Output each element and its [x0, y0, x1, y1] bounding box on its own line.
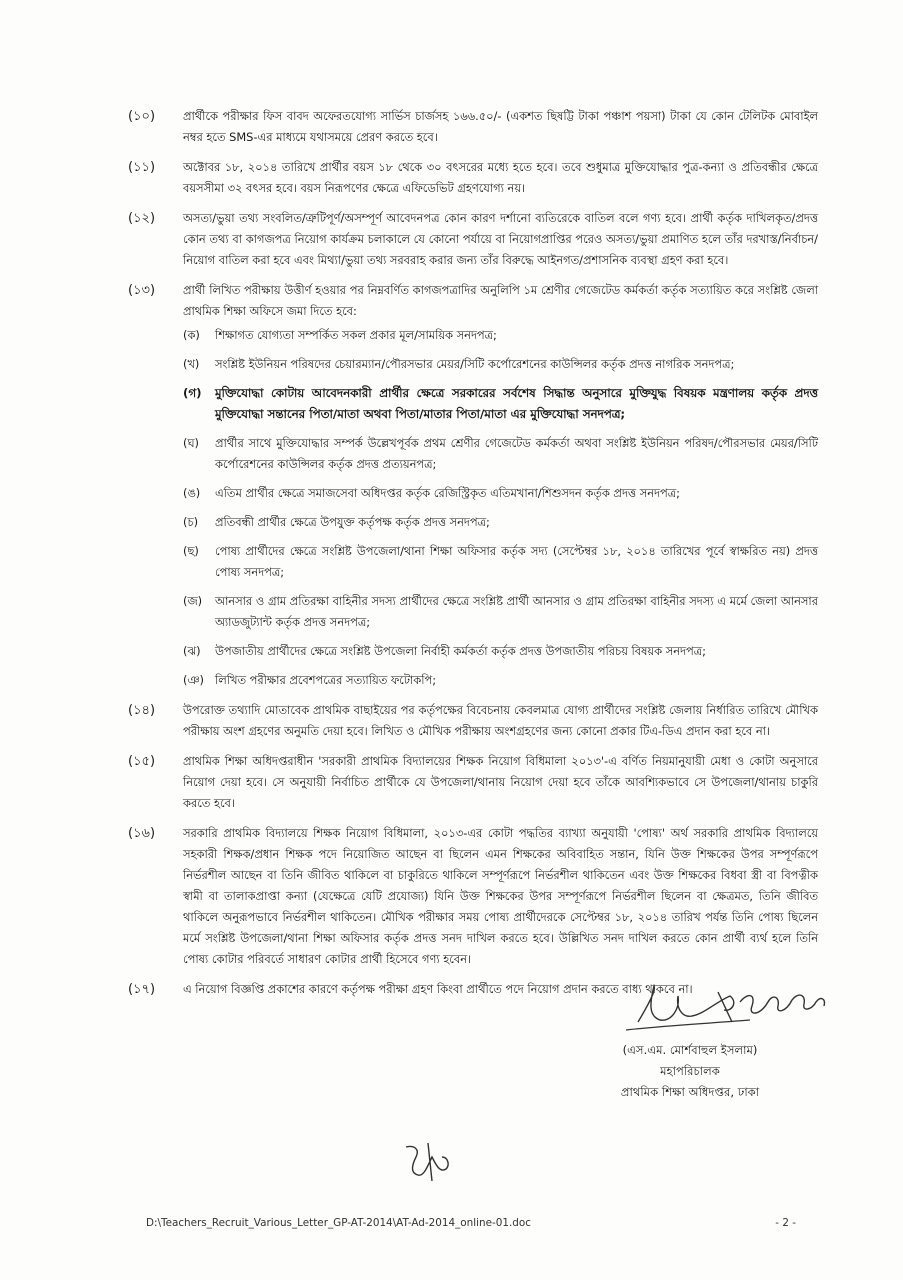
- signatory-office: প্রাথমিক শিক্ষা অধিদপ্তর, ঢাকা: [620, 1085, 760, 1099]
- clause: [128, 106, 818, 148]
- sub-item: [183, 591, 818, 633]
- sub-item-text: সংশ্লিষ্ট ইউনিয়ন পরিষদের চেয়ারম্যান/পৌরসভার মেয়র/সিটি কর্পোরেশনের কাউন্সিলর কর্তৃক প্রদত্ত নাগরিক সনদপত্র;: [215, 357, 735, 371]
- sub-item-label: (ঙ): [183, 486, 201, 500]
- sub-item-text: প্রতিবন্ধী প্রার্থীর ক্ষেত্রে উপযুক্ত কর্তৃপক্ষ কর্তৃক প্রদত্ত সনদপত্র;: [215, 515, 490, 529]
- sub-item-label: (গ): [183, 386, 202, 400]
- sub-item: [183, 325, 818, 346]
- sub-item: [183, 641, 818, 662]
- clause-text: উপরোক্ত তথ্যাদি মোতাবেক প্রাথমিক বাছাইয়ের পর কর্তৃপক্ষের বিবেচনায় কেবলমাত্র যোগ্য প্রার্থীদের সংশ্লিষ্ট জেলায় নির্ধারিত তারিখে মৌখিক পরীক্ষায় অংশ গ্রহণের অনুমতি দেয়া হবে। লিখিত ও মৌখিক পরীক্ষায় অংশগ্রহণের জন্য কোনো প্রকার টিএ-ডিএ প্রদান করা হবে না।: [183, 703, 818, 738]
- clause-number: (১৪): [128, 703, 156, 718]
- sub-item: [183, 512, 818, 533]
- sub-item-label: (ঞ): [183, 673, 204, 687]
- clause: [128, 208, 818, 271]
- page-number: - 2 -: [775, 1217, 796, 1229]
- clause: [128, 751, 818, 814]
- clause-text: অক্টোবর ১৮, ২০১৪ তারিখে প্রার্থীর বয়স ১৮ থেকে ৩০ বৎসরের মধ্যে হতে হবে। তবে শুধুমাত্র মুক্তিযোদ্ধার পুত্র-কন্যা ও প্রতিবন্ধীর ক্ষেত্রে বয়সসীমা ৩২ বৎসর হবে। বয়স নিরূপণের ক্ষেত্রে এফিডেভিট গ্রহণযোগ্য নয়।: [183, 160, 818, 195]
- clause: [128, 700, 818, 742]
- sub-item-text: এতিম প্রার্থীর ক্ষেত্রে সমাজসেবা অধিদপ্তর কর্তৃক রেজিস্ট্রিকৃত এতিমখানা/শিশুসদন কর্তৃক প্রদত্ত সনদপত্র;: [215, 486, 680, 500]
- sub-item-label: (ঘ): [183, 436, 199, 450]
- sub-item: [183, 433, 818, 475]
- clause-text: প্রার্থীকে পরীক্ষার ফিস বাবদ অফেরতযোগ্য সার্ভিস চার্জসহ ১৬৬.৫০/- (একশত ছিষট্টি টাকা পঞ্চাশ পয়সা) টাকা যে কোন টেলিটক মোবাইল নম্বর হতে SMS-এর মাধ্যমে যথাসময়ে প্রেরণ করতে হবে।: [183, 109, 818, 144]
- clause-text: সরকারি প্রাথমিক বিদ্যালয়ে শিক্ষক নিয়োগ বিধিমালা, ২০১৩-এর কোটা পদ্ধতির ব্যাখ্যা অনুযায়ী 'পোষ্য' অর্থ সরকারি প্রাথমিক বিদ্যালয়ে সহকারী শিক্ষক/প্রধান শিক্ষক পদে নিয়োজিত আছেন বা ছিলেন এমন শিক্ষকের অবিবাহিত সন্তান, যিনি উক্ত শিক্ষকের উপর সম্পূর্ণরূপে নির্ভরশীল আছেন বা তিনি জীবিত থাকিলে বা চাকুরিতে থাকিলে সম্পূর্ণরূপে নির্ভরশীল থাকিতেন এবং উক্ত শিক্ষকের বিধবা স্ত্রী বা বিপত্নীক স্বামী বা তালাকপ্রাপ্তা কন্যা (যেক্ষেত্রে যেটি প্রযোজ্য) যিনি উক্ত শিক্ষকের উপর সম্পূর্ণরূপে নির্ভরশীল ছিলেন বা ক্ষেত্রমত, তিনি জীবিত থাকিলে অনুরূপভাবে নির্ভরশীল থাকিতেন। মৌখিক পরীক্ষার সময় পোষ্য প্রার্থীদেরকে সেপ্টেম্বর ১৮, ২০১৪ তারিখ পর্যন্ত তিনি পোষ্য ছিলেন মর্মে সংশ্লিষ্ট উপজেলা/থানা শিক্ষা অফিসার কর্তৃক প্রদত্ত সনদ দাখিল করতে হবে। উল্লিখিত সনদ দাখিল করতে কোন প্রার্থী ব্যর্থ হলে তিনি পোষ্য কোটার পরিবর্তে সাধারণ কোটার প্রার্থী হিসেবে গণ্য হবেন।: [183, 826, 818, 966]
- signature-image: [620, 972, 860, 1044]
- clause: [128, 280, 818, 691]
- sub-item-label: (খ): [183, 357, 200, 371]
- sub-item: [183, 483, 818, 504]
- clause: [128, 823, 818, 970]
- clause-number: (১১): [128, 160, 156, 175]
- sub-item: [183, 354, 818, 375]
- signatory-title: মহাপরিচালক: [660, 1064, 720, 1078]
- initial-mark: [398, 1135, 458, 1185]
- sub-item-label: (ছ): [183, 544, 199, 558]
- sub-item: [183, 670, 818, 691]
- sub-item-text: মুক্তিযোদ্ধা কোটায় আবেদনকারী প্রার্থীর ক্ষেত্রে সরকারের সর্বশেষ সিদ্ধান্ত অনুসারে মুক্তিযুদ্ধ বিষয়ক মন্ত্রণালয় কর্তৃক প্রদত্ত মুক্তিযোদ্ধা সন্তানের পিতা/মাতা অথবা পিতা/মাতার পিতা/মাতা এর মুক্তিযোদ্ধা সনদপত্র;: [215, 386, 818, 421]
- clause-text: অসত্য/ভুয়া তথ্য সংবলিত/ত্রুটিপূর্ণ/অসম্পূর্ণ আবেদনপত্র কোন কারণ দর্শানো ব্যতিরেকে বাতিল বলে গণ্য হবে। প্রার্থী কর্তৃক দাখিলকৃত/প্রদত্ত কোন তথ্য বা কাগজপত্র নিয়োগ কার্যক্রম চলাকালে যে কোনো পর্যায়ে বা নিয়োগপ্রাপ্তির পরেও অসত্য/ভুয়া প্রমাণিত হলে তাঁর দরখাস্ত/নির্বাচন/নিয়োগ বাতিল করা হবে এবং মিথ্যা/ভুয়া তথ্য সরবরাহ করার জন্য তাঁর বিরুদ্ধে আইনগত/প্রশাসনিক ব্যবস্থা গ্রহণ করা হবে।: [183, 211, 818, 267]
- clause-list: [128, 106, 818, 1009]
- sub-item-text: শিক্ষাগত যোগ্যতা সম্পর্কিত সকল প্রকার মূল/সাময়িক সনদপত্র;: [215, 328, 497, 342]
- clause-text: প্রাথমিক শিক্ষা অধিদপ্তরাধীন 'সরকারী প্রাথমিক বিদ্যালয়ের শিক্ষক নিয়োগ বিধিমালা ২০১৩'-এ বর্ণিত নিয়মানুযায়ী মেধা ও কোটা অনুসারে নিয়োগ দেয়া হবে। সে অনুযায়ী নির্বাচিত প্রার্থীকে যে উপজেলা/থানায় নিয়োগ দেয়া হবে তাঁকে আবশ্যিকভাবে সে উপজেলা/থানায় চাকুরি করতে হবে।: [183, 754, 818, 810]
- clause-number: (১৫): [128, 754, 156, 769]
- sub-item-text: প্রার্থীর সাথে মুক্তিযোদ্ধার সম্পর্ক উল্লেখপূর্বক প্রথম শ্রেণীর গেজেটেড কর্মকর্তা অথবা সংশ্লিষ্ট ইউনিয়ন পরিষদ/পৌরসভার মেয়র/সিটি কর্পোরেশনের কাউন্সিলর কর্তৃক প্রদত্ত প্রত্যয়নপত্র;: [215, 436, 818, 471]
- clause-text: প্রার্থী লিখিত পরীক্ষায় উত্তীর্ণ হওয়ার পর নিম্নবর্ণিত কাগজপত্রাদির অনুলিপি ১ম শ্রেণীর গেজেটেড কর্মকর্তা কর্তৃক সত্যায়িত করে সংশ্লিষ্ট জেলা প্রাথমিক শিক্ষা অফিসে জমা দিতে হবে:: [183, 283, 818, 318]
- sub-item-label: (চ): [183, 515, 199, 529]
- sub-item-label: (ঝ): [183, 644, 201, 658]
- sub-item-text: পোষ্য প্রার্থীদের ক্ষেত্রে সংশ্লিষ্ট উপজেলা/থানা শিক্ষা অফিসার কর্তৃক সদ্য (সেপ্টেম্বর ১৮, ২০১৪ তারিখের পূর্বে স্বাক্ষরিত নয়) প্রদত্ত পোষ্য সনদপত্র;: [215, 544, 818, 579]
- signatory-name: (এস.এম. মোর্শবাহুল ইসলাম): [622, 1043, 758, 1057]
- sub-item-label: (জ): [183, 594, 203, 608]
- sub-item-text: লিখিত পরীক্ষার প্রবেশপত্রের সত্যায়িত ফটোকপি;: [215, 673, 437, 687]
- sub-item-label: (ক): [183, 328, 200, 342]
- sub-item-text: উপজাতীয় প্রার্থীদের ক্ষেত্রে সংশ্লিষ্ট উপজেলা নির্বাহী কর্মকর্তা কর্তৃক প্রদত্ত উপজাতীয় পরিচয় বিষয়ক সনদপত্র;: [215, 644, 706, 658]
- clause-number: (১০): [128, 109, 156, 124]
- sub-item: [183, 383, 818, 425]
- file-path: D:\Teachers_Recruit_Various_Letter_GP-AT-2014\AT-Ad-2014_online-01.doc: [146, 1217, 531, 1229]
- clause-number: (১২): [128, 211, 156, 226]
- sub-item-list: [183, 325, 818, 691]
- sub-item-text: আনসার ও গ্রাম প্রতিরক্ষা বাহিনীর সদস্য প্রার্থীদের ক্ষেত্রে সংশ্লিষ্ট প্রার্থী আনসার ও গ্রাম প্রতিরক্ষা বাহিনীর সদস্য এ মর্মে জেলা আনসার অ্যাডজুট্যান্ট কর্তৃক প্রদত্ত সনদপত্র;: [215, 594, 818, 629]
- clause-text: এ নিয়োগ বিজ্ঞপ্তি প্রকাশের কারণে কর্তৃপক্ষ পরীক্ষা গ্রহণ কিংবা প্রার্থীতে পদে নিয়োগ প্রদান করতে বাধ্য থাকবে না।: [183, 982, 693, 996]
- page-footer: [146, 1217, 796, 1229]
- clause-number: (১৬): [128, 826, 156, 841]
- signature-block: [570, 1040, 810, 1103]
- clause-number: (১৩): [128, 283, 156, 298]
- clause: [128, 157, 818, 199]
- clause-number: (১৭): [128, 982, 156, 997]
- sub-item: [183, 541, 818, 583]
